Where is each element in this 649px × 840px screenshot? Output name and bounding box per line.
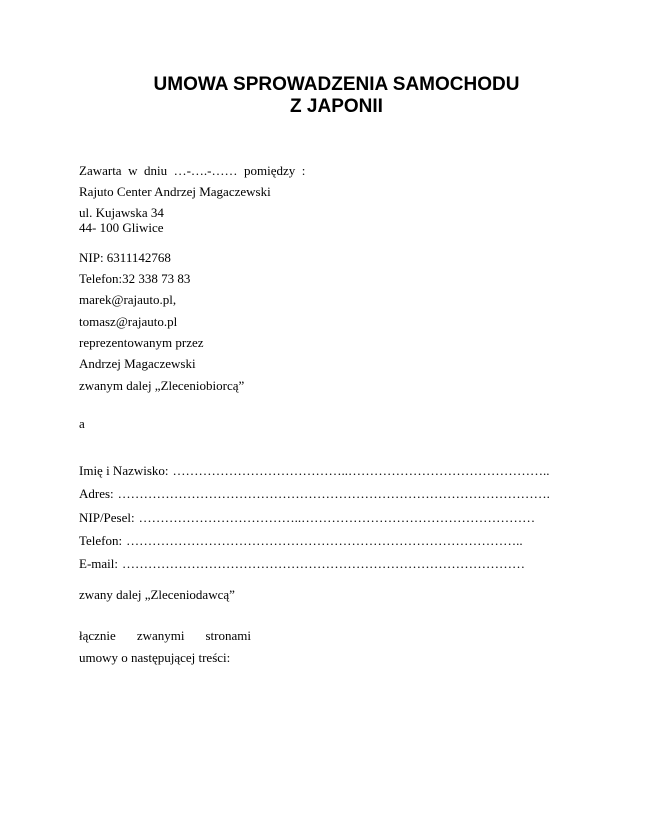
- client-address-label: Adres:: [79, 486, 114, 501]
- client-email-label: E-mail:: [79, 556, 118, 571]
- client-nip-pesel-blank: ………………………………..………………………………………………: [138, 510, 536, 525]
- client-phone-label: Telefon:: [79, 533, 123, 548]
- contractor-representative: Andrzej Magaczewski: [79, 356, 196, 371]
- contractor-email-1: marek@rajauto.pl,: [79, 292, 177, 307]
- client-address-field: [79, 486, 550, 502]
- jointly-word-3: stronami: [205, 628, 251, 643]
- contractor-nip: NIP: 6311142768: [79, 250, 171, 265]
- agreement-line: umowy o następującej treści:: [79, 650, 231, 665]
- client-email-blank: …………………………………………………………………………………: [122, 556, 525, 571]
- client-name-field: [79, 463, 550, 479]
- conjunction-and: a: [79, 416, 85, 431]
- contractor-company: Rajuto Center Andrzej Magaczewski: [79, 184, 271, 199]
- contractor-email-2: tomasz@rajauto.pl: [79, 314, 178, 329]
- client-phone-blank: ………………………………………………………………………………..: [126, 533, 523, 548]
- contractor-street: ul. Kujawska 34: [79, 205, 164, 220]
- contractor-phone: Telefon:32 338 73 83: [79, 271, 191, 286]
- client-phone-field: [79, 533, 523, 549]
- client-email-field: [79, 556, 525, 572]
- contract-intro: Zawarta w dniu …-….-…… pomiędzy :: [79, 163, 306, 178]
- client-name-blank: …………………………………..………………………………………..: [172, 463, 550, 478]
- document-title-line-1: UMOWA SPROWADZENIA SAMOCHODU: [153, 74, 520, 95]
- contractor-called: zwanym dalej „Zleceniobiorcą”: [79, 378, 245, 393]
- client-nip-pesel-field: [79, 510, 535, 526]
- contractor-city: 44- 100 Gliwice: [79, 220, 164, 235]
- jointly-word-2: zwanymi: [136, 628, 185, 643]
- jointly-word-1: łącznie: [79, 628, 116, 643]
- client-nip-pesel-label: NIP/Pesel:: [79, 510, 135, 525]
- client-name-label: Imię i Nazwisko:: [79, 463, 169, 478]
- contractor-represented-by: reprezentowanym przez: [79, 335, 204, 350]
- document-title-line-2: Z JAPONII: [290, 96, 383, 117]
- client-address-blank: ……………………………………………………………………………………….: [117, 486, 550, 501]
- jointly-line: [79, 628, 251, 644]
- client-called: zwany dalej „Zleceniodawcą”: [79, 587, 235, 602]
